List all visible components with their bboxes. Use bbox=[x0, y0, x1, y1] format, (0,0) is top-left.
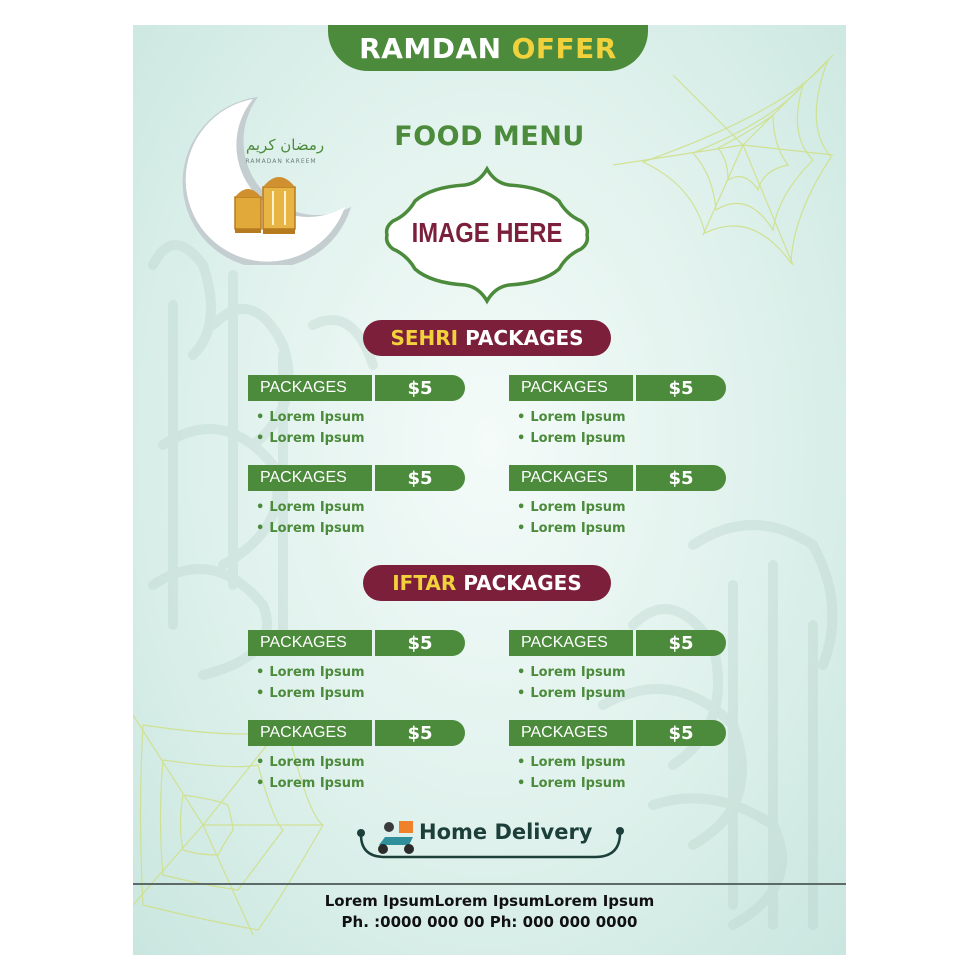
spider-web-top-right-icon bbox=[613, 55, 833, 265]
package-price: $5 bbox=[375, 375, 465, 401]
list-item: • Lorem Ipsum bbox=[517, 752, 726, 773]
section-label: PACKAGES bbox=[465, 326, 584, 350]
list-item: • Lorem Ipsum bbox=[517, 407, 726, 428]
image-here-text: IMAGE HERE bbox=[411, 217, 563, 248]
banner-word-offer: OFFER bbox=[511, 31, 617, 65]
sehri-package-2 bbox=[509, 375, 726, 449]
package-items bbox=[509, 662, 726, 704]
package-items bbox=[248, 407, 465, 449]
package-name: PACKAGES bbox=[509, 375, 633, 401]
package-price: $5 bbox=[636, 375, 726, 401]
package-bar bbox=[248, 465, 465, 491]
package-name: PACKAGES bbox=[248, 630, 372, 656]
list-item: • Lorem Ipsum bbox=[256, 773, 465, 794]
home-delivery-text: Home Delivery bbox=[419, 820, 593, 844]
ramdan-offer-banner bbox=[328, 25, 648, 71]
package-items bbox=[248, 497, 465, 539]
package-bar bbox=[248, 720, 465, 746]
ramadan-kareem-latin-text: RAMADAN KAREEM bbox=[245, 158, 317, 165]
sehri-packages-heading bbox=[363, 320, 611, 356]
section-highlight: SEHRI bbox=[390, 326, 459, 350]
iftar-package-1 bbox=[248, 630, 465, 704]
package-price: $5 bbox=[636, 630, 726, 656]
list-item: • Lorem Ipsum bbox=[256, 518, 465, 539]
package-price: $5 bbox=[375, 630, 465, 656]
iftar-package-2 bbox=[509, 630, 726, 704]
list-item: • Lorem Ipsum bbox=[256, 497, 465, 518]
package-name: PACKAGES bbox=[248, 375, 372, 401]
package-bar bbox=[248, 630, 465, 656]
list-item: • Lorem Ipsum bbox=[256, 662, 465, 683]
ramadan-menu-flyer bbox=[133, 25, 846, 955]
calligraphy-watermark-left bbox=[153, 245, 373, 675]
sehri-package-3 bbox=[248, 465, 465, 539]
package-items bbox=[248, 662, 465, 704]
list-item: • Lorem Ipsum bbox=[517, 428, 726, 449]
package-bar bbox=[248, 375, 465, 401]
ramadan-kareem-arabic-text: رمضان كريم bbox=[245, 136, 325, 154]
package-items bbox=[248, 752, 465, 794]
package-price: $5 bbox=[636, 720, 726, 746]
delivery-scooter-icon bbox=[378, 821, 414, 854]
package-bar bbox=[509, 630, 726, 656]
footer-divider bbox=[133, 883, 846, 885]
footer-address-text: Lorem IpsumLorem IpsumLorem Ipsum bbox=[324, 892, 655, 910]
package-name: PACKAGES bbox=[509, 720, 633, 746]
list-item: • Lorem Ipsum bbox=[256, 428, 465, 449]
list-item: • Lorem Ipsum bbox=[517, 773, 726, 794]
package-bar bbox=[509, 465, 726, 491]
package-items bbox=[509, 752, 726, 794]
section-highlight: IFTAR bbox=[392, 571, 457, 595]
package-items bbox=[509, 497, 726, 539]
package-name: PACKAGES bbox=[509, 630, 633, 656]
package-price: $5 bbox=[636, 465, 726, 491]
iftar-package-3 bbox=[248, 720, 465, 794]
sehri-package-4 bbox=[509, 465, 726, 539]
list-item: • Lorem Ipsum bbox=[256, 407, 465, 428]
list-item: • Lorem Ipsum bbox=[256, 683, 465, 704]
package-name: PACKAGES bbox=[248, 720, 372, 746]
iftar-packages-heading bbox=[363, 565, 611, 601]
list-item: • Lorem Ipsum bbox=[517, 683, 726, 704]
iftar-package-4 bbox=[509, 720, 726, 794]
package-price: $5 bbox=[375, 720, 465, 746]
list-item: • Lorem Ipsum bbox=[256, 752, 465, 773]
package-price: $5 bbox=[375, 465, 465, 491]
list-item: • Lorem Ipsum bbox=[517, 662, 726, 683]
list-item: • Lorem Ipsum bbox=[517, 497, 726, 518]
sehri-package-1 bbox=[248, 375, 465, 449]
package-bar bbox=[509, 720, 726, 746]
package-name: PACKAGES bbox=[509, 465, 633, 491]
section-label: PACKAGES bbox=[463, 571, 582, 595]
banner-word-ramdan: RAMDAN bbox=[359, 31, 502, 65]
package-name: PACKAGES bbox=[248, 465, 372, 491]
list-item: • Lorem Ipsum bbox=[517, 518, 726, 539]
package-items bbox=[509, 407, 726, 449]
footer-phone-text: Ph. :0000 000 00 Ph: 000 000 0000 bbox=[341, 913, 638, 931]
package-bar bbox=[509, 375, 726, 401]
food-menu-title: FOOD MENU bbox=[394, 121, 585, 152]
